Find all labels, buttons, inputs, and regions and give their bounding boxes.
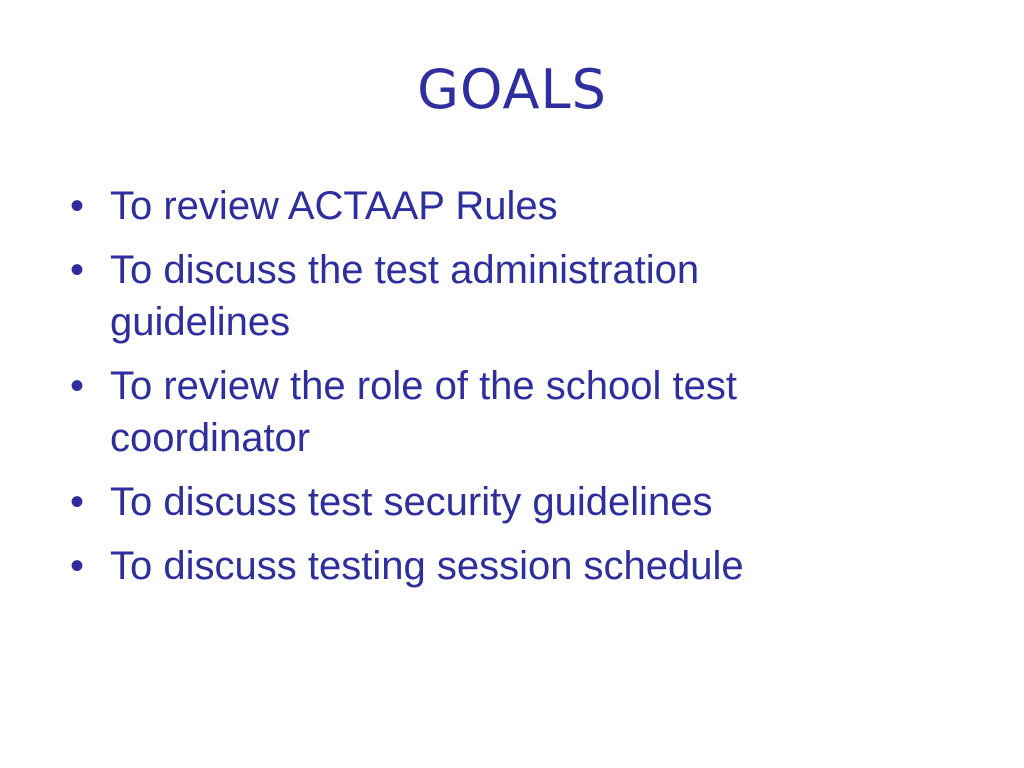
slide-title: GOALS xyxy=(417,58,607,121)
list-item xyxy=(70,180,970,232)
bullet-icon: • xyxy=(70,544,85,588)
list-item xyxy=(70,244,970,348)
bullet-icon: • xyxy=(70,364,85,408)
bullet-text: To discuss the test administration guidelines xyxy=(110,248,700,344)
bullet-text: To review the role of the school test coordinator xyxy=(110,364,737,460)
bullet-icon: • xyxy=(70,184,85,228)
bullet-text: To discuss test security guidelines xyxy=(110,480,713,524)
list-item xyxy=(70,476,970,528)
list-item xyxy=(70,540,970,592)
bullet-list xyxy=(70,180,970,604)
list-item xyxy=(70,360,970,464)
bullet-text: To review ACTAAP Rules xyxy=(110,184,558,228)
bullet-text: To discuss testing session schedule xyxy=(110,544,744,588)
bullet-icon: • xyxy=(70,248,85,292)
bullet-icon: • xyxy=(70,480,85,524)
